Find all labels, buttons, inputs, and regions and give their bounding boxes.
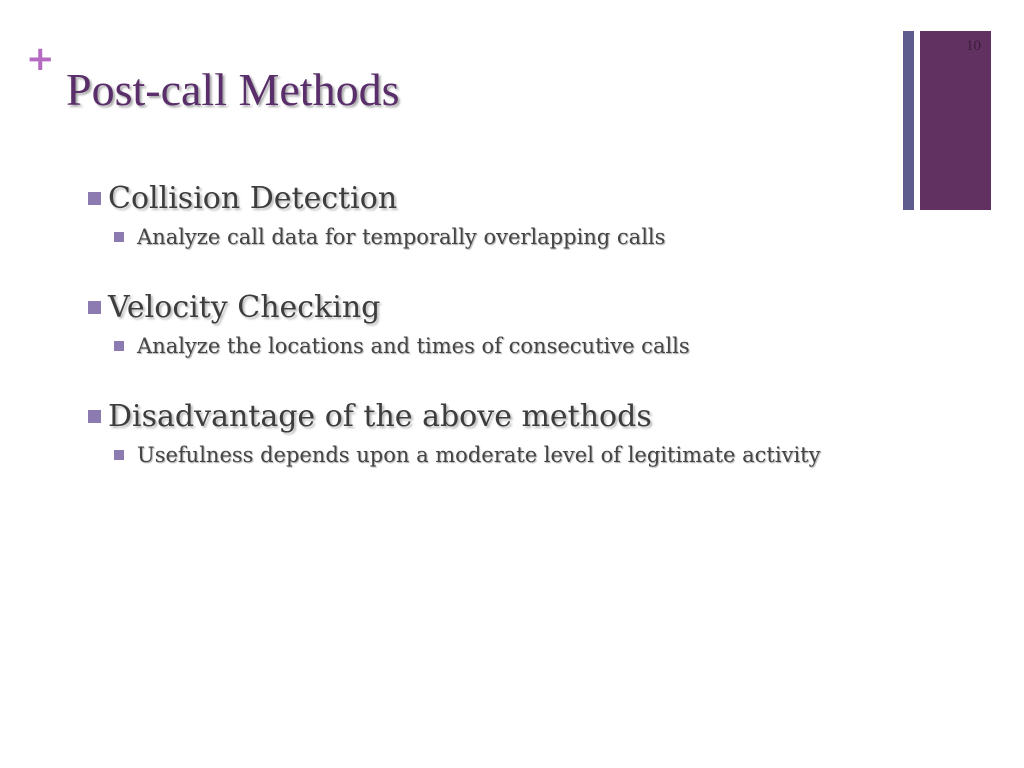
square-bullet-icon bbox=[88, 192, 101, 205]
sub-bullet-text: Analyze the locations and times of consecutive calls bbox=[137, 334, 690, 358]
bullet-level1 bbox=[88, 176, 908, 220]
bullet-text: Velocity Checking bbox=[108, 289, 381, 325]
bullet-level2 bbox=[114, 329, 908, 363]
bullet-group-velocity bbox=[88, 285, 908, 363]
sub-bullet-text: Analyze call data for temporally overlapping calls bbox=[137, 225, 666, 249]
accent-box bbox=[920, 31, 991, 210]
bullet-group-disadvantage bbox=[88, 394, 908, 472]
bullet-level2 bbox=[114, 220, 908, 254]
square-bullet-icon bbox=[114, 341, 124, 351]
sub-bullet-text: Usefulness depends upon a moderate level of legitimate activity bbox=[137, 443, 821, 467]
square-bullet-icon bbox=[114, 450, 124, 460]
bullet-text: Disadvantage of the above methods bbox=[108, 398, 652, 434]
bullet-text: Collision Detection bbox=[108, 180, 398, 216]
slide-content bbox=[88, 176, 908, 503]
plus-decoration-icon: + bbox=[26, 39, 55, 79]
square-bullet-icon bbox=[88, 410, 101, 423]
bullet-level2 bbox=[114, 438, 908, 472]
bullet-group-collision bbox=[88, 176, 908, 254]
slide-number: 10 bbox=[966, 38, 981, 54]
square-bullet-icon bbox=[114, 232, 124, 242]
slide-title: Post-call Methods bbox=[66, 64, 400, 115]
square-bullet-icon bbox=[88, 301, 101, 314]
bullet-level1 bbox=[88, 394, 908, 438]
bullet-level1 bbox=[88, 285, 908, 329]
